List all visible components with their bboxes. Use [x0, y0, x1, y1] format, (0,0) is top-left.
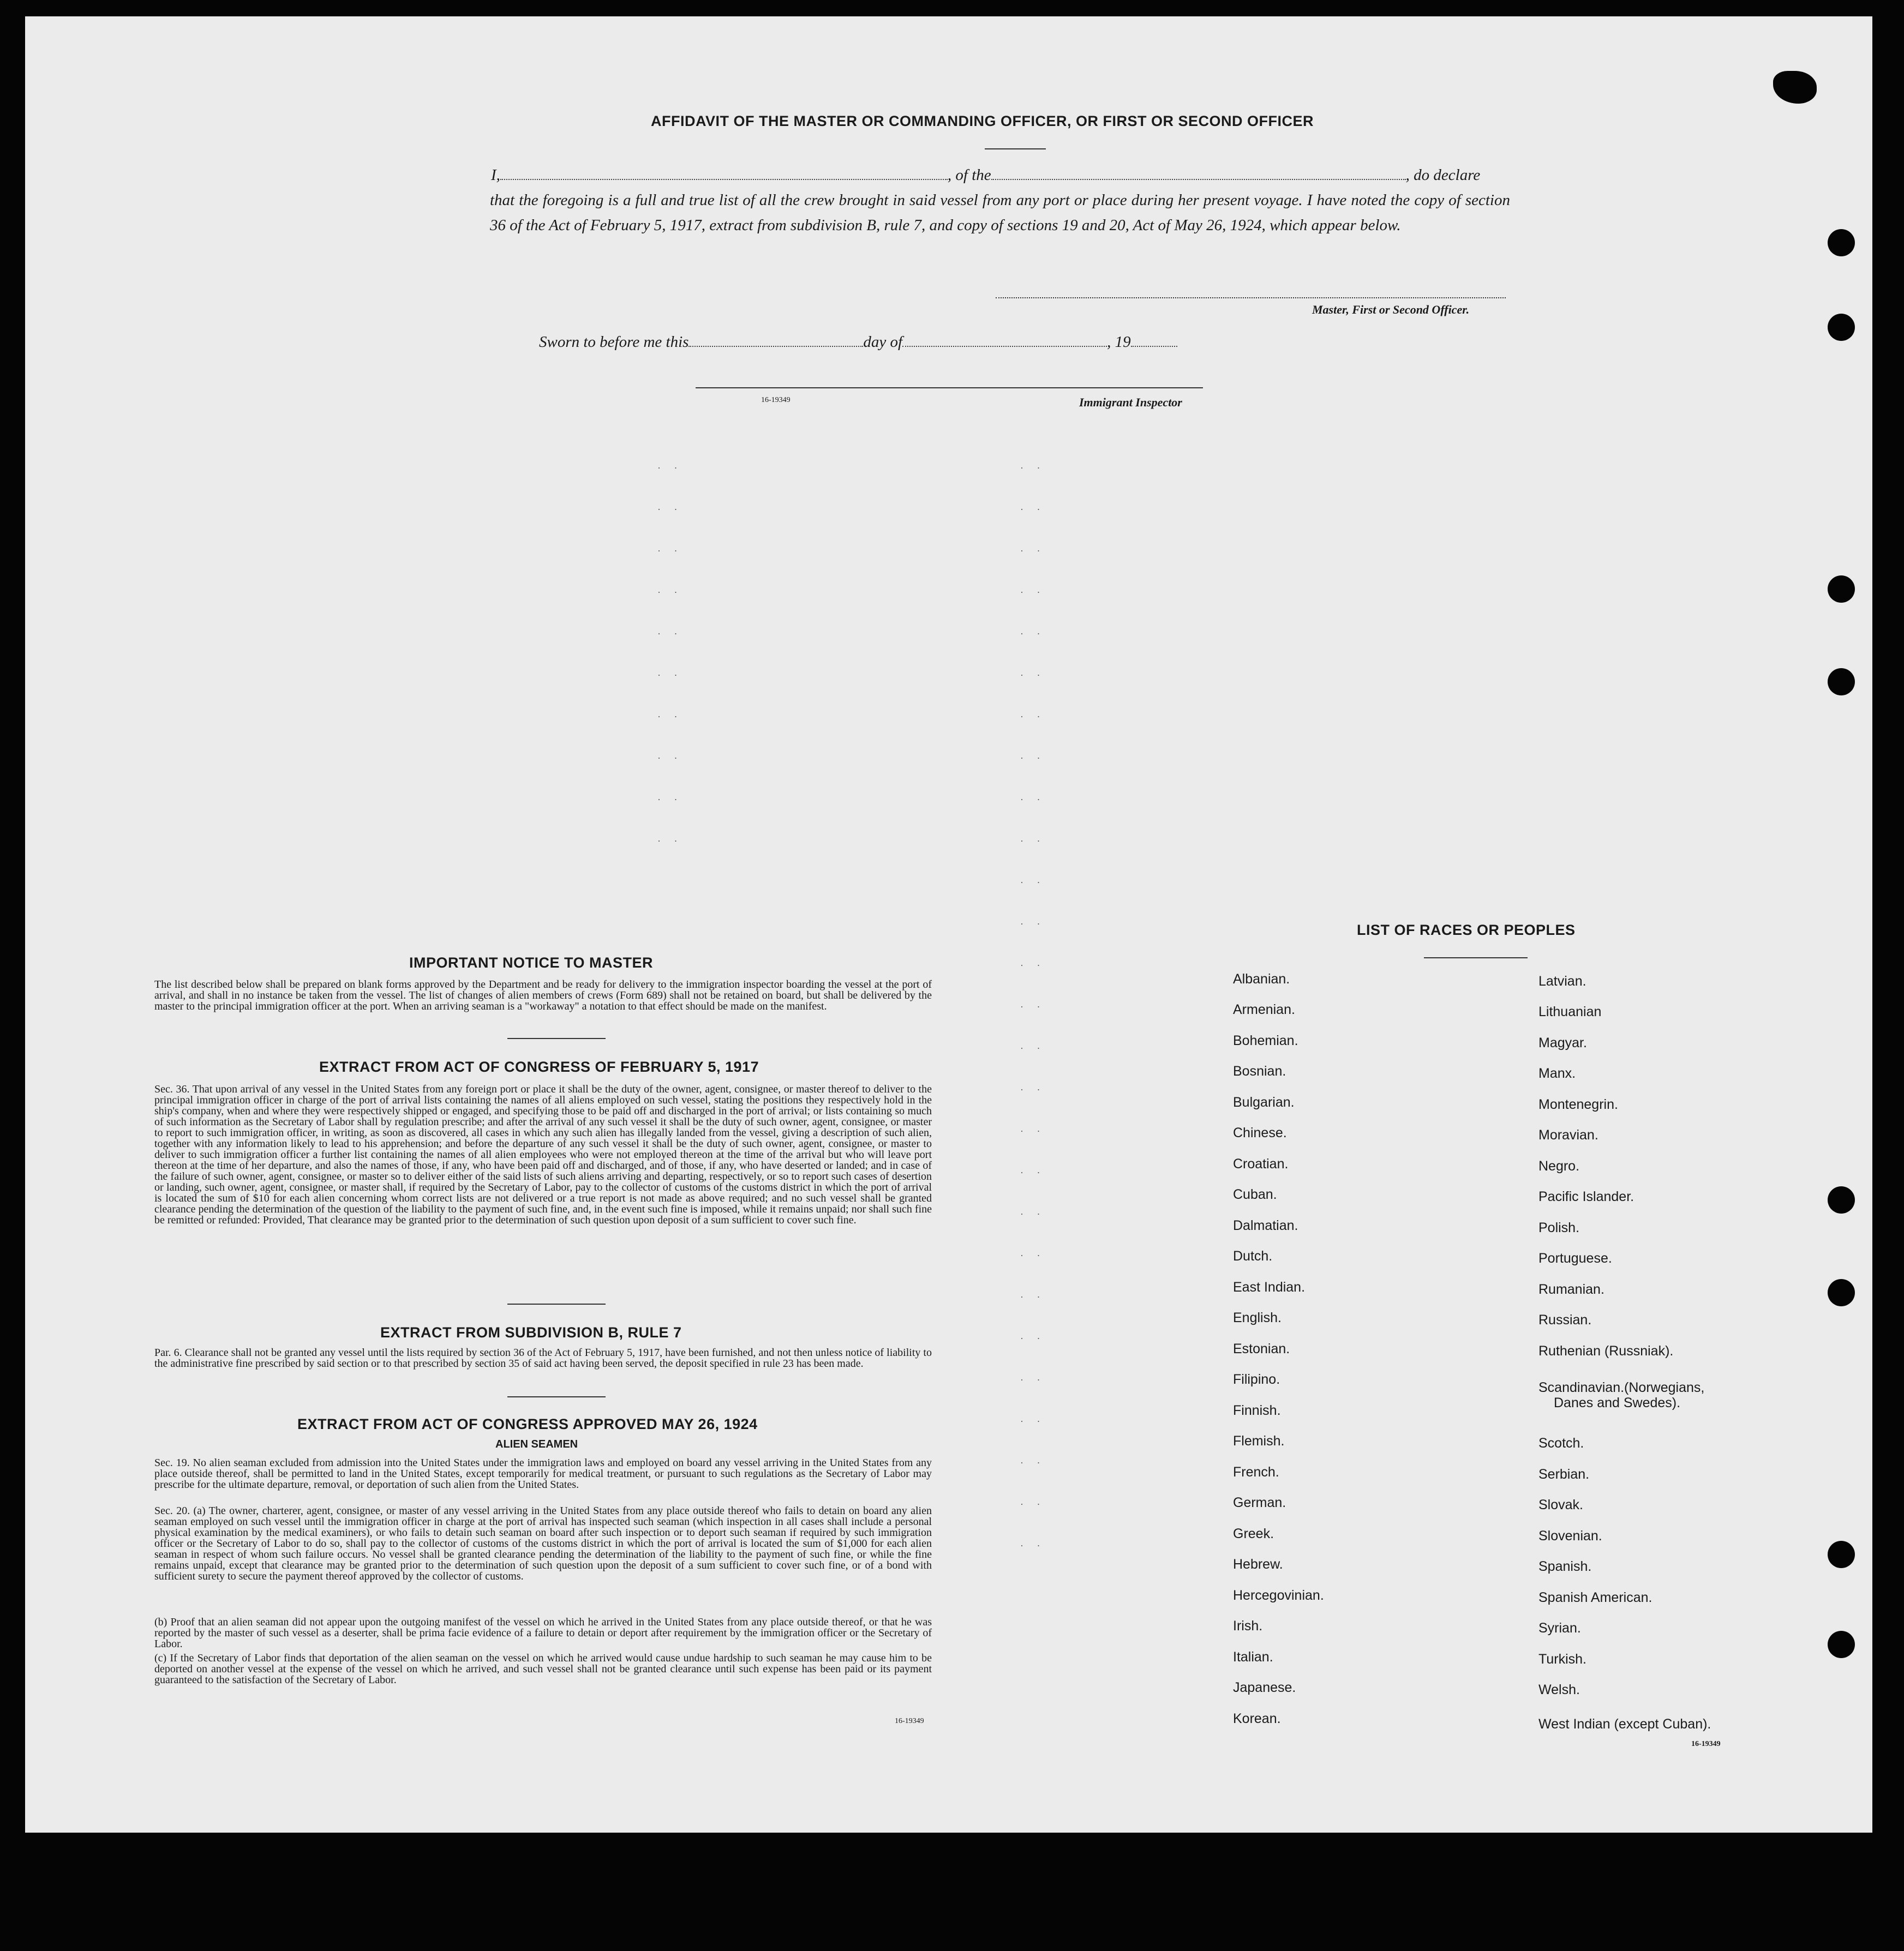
punch-hole — [1828, 575, 1855, 603]
do-declare-label: , do declare — [1405, 166, 1481, 184]
race-item: French. — [1233, 1464, 1279, 1480]
race-item: Flemish. — [1233, 1433, 1285, 1449]
race-item: German. — [1233, 1495, 1286, 1510]
form-number: 16-19349 — [895, 1717, 924, 1725]
punch-hole — [1828, 314, 1855, 341]
race-item: Serbian. — [1538, 1467, 1590, 1482]
sec19-text: Sec. 19. No alien seaman excluded from admission into the United States under the immigration laws and employed on board any vessel arriving in the United States from any place outside thereof, shall be permitted to land in the United States, except temporarily for medical treatment, or pursuant to such regulations as the Secretary of Labor may prescribe for the ultimate departure, removal, or deportation of such alien from the United States. — [154, 1457, 932, 1491]
race-item: Chinese. — [1233, 1125, 1287, 1140]
race-item: Russian. — [1538, 1312, 1592, 1328]
dot-marks: · · · · · · · · · · · · · · · · · · · · · · · · · · · · · · · · · · · · · · · · · · · · · · · · · · · · · · — [1020, 463, 1046, 1551]
year-field[interactable] — [1131, 345, 1177, 347]
race-item: Montenegrin. — [1538, 1097, 1618, 1112]
sec20b-text: (b) Proof that an alien seaman did not appear upon the outgoing manifest of the vessel on which he arrived in the United States from any place outside thereof, or that he was reported by the master of such vessel as a deserter, shall be prima facie evidence of a failure to detain or deport after requirement by the immigration officer or the Secretary of Labor. — [154, 1616, 932, 1650]
race-item: Scandinavian.(Norwegians, — [1538, 1380, 1705, 1395]
punch-hole — [1828, 229, 1855, 256]
race-item: English. — [1233, 1310, 1282, 1325]
inspector-label: Immigrant Inspector — [1079, 395, 1182, 409]
affidavit-body: that the foregoing is a full and true list of all the crew brought in said vessel from any port or place during her present voyage. I have noted the copy of section 36 of the Act of February 5, 1917, extract from subdivision B, rule 7, and copy of sections 19 and 20, Act of May 26, 1924, which appear below. — [490, 191, 1510, 234]
race-item: Spanish. — [1538, 1559, 1592, 1574]
notice-text: The list described below shall be prepared on blank forms approved by the Department and be ready for delivery to the immigration inspector boarding the vessel at the port of arrival, and shall in no instance be taken from the vessel. The list of changes of alien members of crews (Form 689) shall not be retained on board, but shall be delivered by the master to the principal immigration officer at the port. When an arriving seaman is a "workaway" a notation to that effect should be made on the manifest. — [154, 978, 932, 1012]
i-label: I, — [491, 166, 500, 184]
alien-seamen-subtitle: ALIEN SEAMEN — [495, 1438, 578, 1450]
race-item: Armenian. — [1233, 1002, 1295, 1017]
race-item: Manx. — [1538, 1066, 1576, 1081]
race-item: Moravian. — [1538, 1127, 1598, 1143]
sworn-label: Sworn to before me this — [539, 333, 689, 351]
race-item: Greek. — [1233, 1526, 1274, 1541]
race-item: Hercegovinian. — [1233, 1588, 1324, 1603]
race-item: Rumanian. — [1538, 1282, 1604, 1297]
race-item: East Indian. — [1233, 1280, 1306, 1295]
divider — [507, 1038, 606, 1039]
race-item: Dalmatian. — [1233, 1218, 1298, 1233]
month-field[interactable] — [902, 345, 1107, 347]
day-field[interactable] — [688, 345, 863, 347]
vessel-field[interactable] — [991, 178, 1406, 180]
rule7-text: Par. 6. Clearance shall not be granted any vessel until the lists required by section 36 of the Act of February 5, 1917, have been furnished, and not then unless notice of liability to the administrative fine prescribed by said section or to that prescribed by section 35 of said act having been served, the deposit specified in rule 23 has been made. — [154, 1347, 932, 1370]
notice-title: IMPORTANT NOTICE TO MASTER — [409, 955, 653, 971]
race-item: Bulgarian. — [1233, 1095, 1295, 1110]
affidavit-title: AFFIDAVIT OF THE MASTER OR COMMANDING OFFICER, OR FIRST OR SECOND OFFICER — [651, 113, 1314, 129]
race-item: Albanian. — [1233, 971, 1290, 987]
race-item: Danes and Swedes). — [1554, 1395, 1681, 1410]
race-item: West Indian (except Cuban). — [1538, 1716, 1711, 1732]
race-item: Croatian. — [1233, 1156, 1289, 1172]
race-item: Negro. — [1538, 1158, 1580, 1174]
punch-hole — [1828, 1541, 1855, 1568]
title-rule — [985, 148, 1046, 149]
name-field[interactable] — [500, 178, 948, 180]
race-item: Bohemian. — [1233, 1033, 1298, 1048]
divider — [507, 1396, 606, 1397]
race-item: Spanish American. — [1538, 1590, 1652, 1605]
race-item: Irish. — [1233, 1618, 1263, 1634]
sworn-line — [539, 329, 1177, 355]
year-label: , 19 — [1107, 333, 1131, 351]
race-item: Syrian. — [1538, 1620, 1581, 1636]
punch-hole — [1828, 668, 1855, 695]
race-item: Korean. — [1233, 1711, 1281, 1726]
punch-hole — [1828, 1631, 1855, 1658]
race-item: Slovak. — [1538, 1497, 1583, 1512]
race-item: Filipino. — [1233, 1372, 1280, 1387]
extract-1924-title: EXTRACT FROM ACT OF CONGRESS APPROVED MAY 26, 1924 — [297, 1416, 758, 1432]
race-item: Slovenian. — [1538, 1528, 1602, 1544]
race-item: Ruthenian (Russniak). — [1538, 1343, 1674, 1359]
races-title: LIST OF RACES OR PEOPLES — [1357, 922, 1576, 938]
race-item: Cuban. — [1233, 1187, 1277, 1202]
race-item: Welsh. — [1538, 1682, 1580, 1697]
inspector-signature-line[interactable] — [696, 387, 1203, 388]
punch-hole — [1828, 1279, 1855, 1306]
signature-line[interactable] — [996, 297, 1506, 298]
race-item: Turkish. — [1538, 1652, 1586, 1667]
day-of-label: day of — [863, 333, 903, 351]
race-item: Dutch. — [1233, 1248, 1273, 1264]
form-number: 16-19349 — [1691, 1740, 1721, 1748]
extract-1917-text: Sec. 36. That upon arrival of any vessel in the United States from any foreign port or place it shall be the duty of the owner, agent, consignee, or master thereof to deliver to the principal immigration officer in charge of the port of arrival lists containing the names of all aliens employed on such vessel, stating the positions they respectively hold in the ship's company, when and where they were respectively shipped or engaged, and specifying those to be paid off and discharged in the port of arrival; or lists containing so much of such information as the Secretary of Labor shall by regulation prescribe; and after the arrival of any such vessel it shall be the duty of such owner, agent, consignee, or master to report to such immigration officer, in writing, as soon as discovered, all cases in which any such alien has illegally landed from the vessel, giving a description of such alien, together with any information likely to lead to his apprehension; and before the departure of any such vessel it shall be the duty of such owner, agent, consignee, or master to deliver to such immigration officer a further list containing the names of all alien employees who were not employed thereon at the time of the arrival but who will leave port thereon at the time of her departure, and also the names of those, if any, who have been paid off and discharged, and of those, if any, who have deserted or landed; and in case of the failure of such owner, agent, consignee, or master so to deliver either of the said lists of such aliens arriving and departing, respectively, or so to report such cases of desertion or landing, such owner, agent, consignee, or master shall, if required by the Secretary of Labor, pay to the collector of customs of the customs district in which the port of arrival is located the sum of $10 for each alien concerning whom correct lists are not delivered or a true report is not made as above required; and no such vessel shall be granted clearance pending the determination of the question of the liability to the payment of such fine, and, in the event such fine is imposed, while it remains unpaid; nor shall such fine be remitted or refunded: Provided, That clearance may be granted prior to the determination of such question upon deposit of a sum sufficient to cover such fine. — [154, 1083, 932, 1226]
race-item: Pacific Islander. — [1538, 1189, 1634, 1204]
race-item: Scotch. — [1538, 1436, 1584, 1451]
race-item: Magyar. — [1538, 1035, 1587, 1050]
divider — [1424, 957, 1528, 958]
dot-marks: · · · · · · · · · · · · · · · · · · · · — [657, 463, 683, 847]
declaration-line — [491, 163, 1506, 188]
race-item: Bosnian. — [1233, 1064, 1286, 1079]
race-item: Italian. — [1233, 1649, 1273, 1665]
signature-label: Master, First or Second Officer. — [1312, 303, 1470, 316]
race-item: Finnish. — [1233, 1403, 1281, 1418]
sec20c-text: (c) If the Secretary of Labor finds that deportation of the alien seaman on the vessel on which he arrived would cause undue hardship to such seaman he may cause him to be deported on another vessel at the expense of the vessel on which he arrived, and such vessel shall not be granted clearance until such expense has been paid or its payment guaranteed to the satisfaction of the Secretary of Labor. — [154, 1652, 932, 1686]
race-item: Estonian. — [1233, 1341, 1290, 1356]
race-item: Latvian. — [1538, 974, 1586, 989]
race-item: Lithuanian — [1538, 1004, 1602, 1019]
of-the-label: , of the — [947, 166, 991, 184]
divider — [507, 1304, 606, 1305]
form-number: 16-19349 — [761, 396, 791, 404]
sec20a-text: Sec. 20. (a) The owner, charterer, agent, consignee, or master of any vessel arriving in the United States from any place outside thereof who fails to detain on board any alien seaman employed on such vessel until the immigration officer in charge at the port of arrival has inspected such seaman (which inspection in all cases shall include a personal physical examination by the medical examiners), or who fails to detain such seaman on board after such inspection or to deport such seaman if required by such immigration officer or the Secretary of Labor to do so, shall pay to the collector of customs of the customs district in which the port of arrival is located the sum of $1,000 for each alien seaman in respect of whom such failure occurs. No vessel shall be granted clearance pending the determination of the liability to the payment of such fine, or while the fine remains unpaid, except that clearance may be granted prior to the determination of such question upon the deposit of a sum sufficient to cover such fine, or of a bond with sufficient surety to secure the payment thereof approved by the collector of customs. — [154, 1505, 932, 1582]
race-item: Hebrew. — [1233, 1557, 1283, 1572]
race-item: Portuguese. — [1538, 1251, 1612, 1266]
punch-hole — [1828, 1186, 1855, 1214]
extract-1917-title: EXTRACT FROM ACT OF CONGRESS OF FEBRUARY 5, 1917 — [319, 1059, 759, 1075]
race-item: Polish. — [1538, 1220, 1580, 1235]
race-item: Japanese. — [1233, 1680, 1296, 1695]
rule7-title: EXTRACT FROM SUBDIVISION B, RULE 7 — [380, 1324, 682, 1341]
